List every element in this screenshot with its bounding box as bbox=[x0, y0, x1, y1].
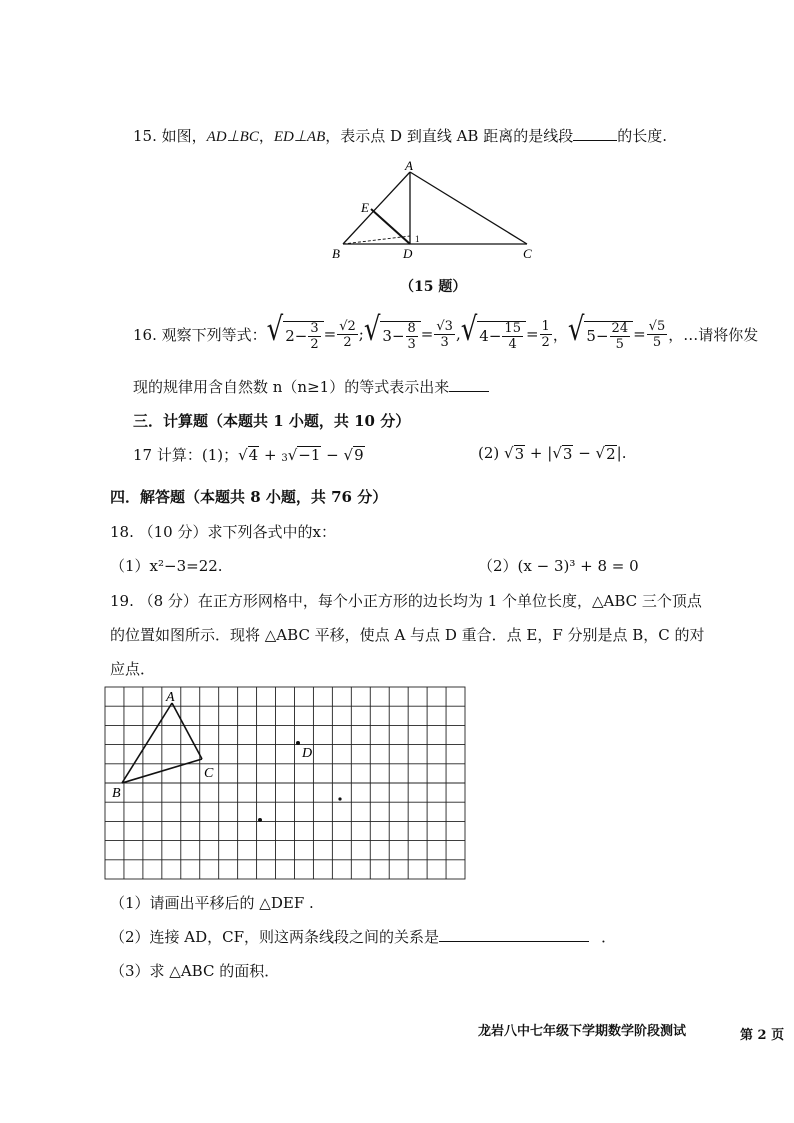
q17-part2: (2) √ 3 + | √ 3 − √ 2 |. bbox=[478, 444, 627, 463]
grid-label-a: A bbox=[166, 690, 175, 705]
q16-term-4: √ 5 − $\frac{24}{5}$ bbox=[568, 318, 633, 351]
label-mark: 1 bbox=[415, 234, 420, 244]
grid-lines bbox=[105, 687, 465, 879]
q15-text: 15. 如图，AD⊥BC，ED⊥AB，表示点 D 到直线 AB 距离的是线段 的长度. bbox=[133, 127, 668, 145]
q19-line2: 的位置如图所示．现将 △ABC 平移，使点 A 与点 D 重合．点 E，F 分别是点 B，C 的对 bbox=[110, 626, 705, 644]
q15-answer-blank[interactable] bbox=[573, 126, 617, 141]
section-4-title: 四．解答题（本题共 8 小题，共 76 分） bbox=[110, 488, 388, 506]
q16-answer-blank[interactable] bbox=[449, 377, 489, 392]
label-c: C bbox=[523, 246, 532, 261]
grid-label-d: D bbox=[302, 746, 313, 761]
triangle-side-ac bbox=[172, 703, 202, 759]
point-extra-mark-2 bbox=[338, 797, 341, 800]
grid-label-c: C bbox=[204, 766, 214, 781]
label-a: A bbox=[405, 160, 413, 173]
segment-ac bbox=[410, 172, 527, 244]
q18-part2: （2）(x − 3)³ + 8 = 0 bbox=[478, 557, 639, 575]
q19-line1: 19. （8 分）在正方形网格中，每个小正方形的边长均为 1 个单位长度，△ABC 三个顶点 bbox=[110, 592, 702, 610]
label-d: D bbox=[403, 246, 413, 261]
point-extra-mark bbox=[258, 818, 262, 822]
label-e: E bbox=[361, 200, 369, 215]
label-b: B bbox=[332, 246, 340, 261]
q19-sub1: （1）请画出平移后的 △DEF . bbox=[110, 894, 314, 912]
footer-school: 龙岩八中七年级下学期数学阶段测试 bbox=[478, 1024, 687, 1039]
q18-part1: （1）x²−3=22. bbox=[110, 557, 223, 575]
q19-sub3: （3）求 △ABC 的面积． bbox=[110, 962, 280, 980]
q19-grid-figure bbox=[100, 683, 470, 883]
grid-label-b: B bbox=[112, 786, 121, 801]
section-3-title: 三．计算题（本题共 1 小题，共 10 分） bbox=[133, 412, 411, 430]
q19-sub2: （2）连接 AD，CF，则这两条线段之间的关系是 ． bbox=[110, 928, 617, 946]
q16-term-2: √ 3 − $\frac{8}{3}$ bbox=[364, 318, 421, 351]
q16-term-1: √ 2 − $\frac{3}{2}$ bbox=[267, 318, 324, 351]
footer-page: 第 2 页 bbox=[740, 1028, 785, 1043]
q16-equations: 16. 观察下列等式： √ 2 − $\frac{3}{2}$ = $\frac{√2}{2}$ ; √ 3 − $\frac{8}{3}$ = $\frac{√3}{3}$ , √ 4 − $\frac{15}{4}$ = $\frac{1}{2}$ ， √ 5 − $\frac{24}{5}$ = $\frac{√5}{5}$ ，…请将你发 bbox=[133, 310, 759, 352]
q16-term-3: √ 4 − $\frac{15}{4}$ bbox=[461, 318, 526, 351]
q17-part1: 17 计算：(1)； √ 4 + 3 √ −1 − √ 9 bbox=[133, 445, 364, 464]
q15-triangle-figure bbox=[325, 160, 545, 270]
point-d-mark bbox=[296, 741, 300, 745]
q15-caption: （15 题） bbox=[400, 279, 467, 295]
q16-line2: 现的规律用含自然数 n（n≥1）的等式表示出来 bbox=[133, 376, 489, 397]
segment-ab bbox=[343, 172, 410, 244]
q19-answer-blank[interactable] bbox=[439, 927, 589, 942]
segment-de-dash bbox=[343, 236, 410, 244]
q19-line3: 应点． bbox=[110, 660, 156, 678]
q18-title: 18. （10 分）求下列各式中的x： bbox=[110, 523, 336, 541]
